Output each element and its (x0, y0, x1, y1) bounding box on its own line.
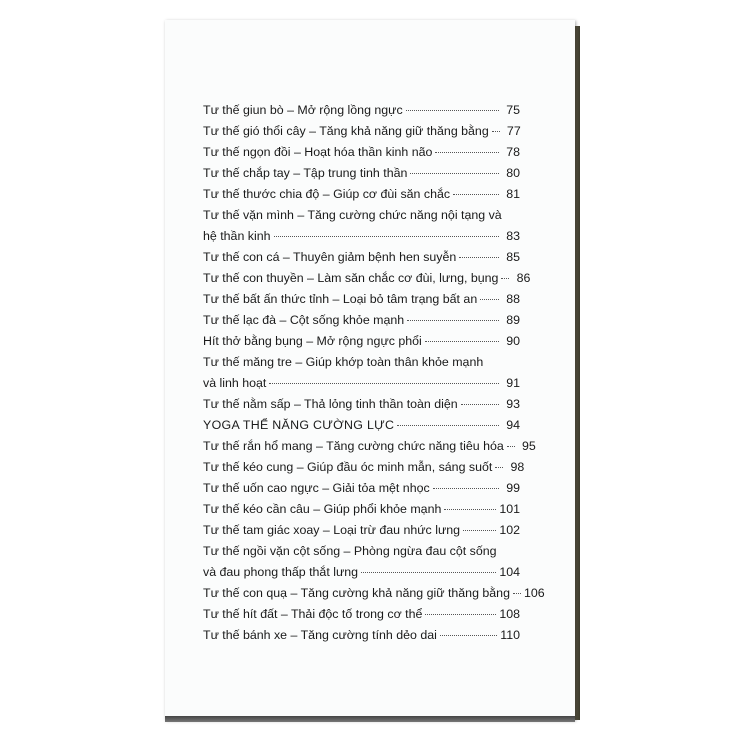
toc-page-number: 75 (506, 103, 520, 117)
toc-page-number: 90 (506, 334, 520, 348)
toc-entry-title: Tư thế bánh xe – Tăng cường tính dẻo dai (203, 628, 437, 642)
toc-entry (203, 541, 520, 583)
toc-entry (203, 583, 545, 604)
toc-entry-title: Tư thế bất ấn thức tỉnh – Loại bỏ tâm trạng bất an (203, 292, 478, 306)
dot-leader (444, 509, 496, 510)
toc-entry (203, 100, 520, 121)
toc-page-number: 77 (506, 124, 521, 138)
toc-page-number: 106 (523, 586, 545, 600)
dot-leader (459, 257, 499, 258)
toc-entry-title: Tư thế nằm sấp – Thả lỏng tinh thần toàn diện (203, 397, 458, 411)
toc-page-number: 108 (499, 607, 520, 621)
dot-leader (425, 341, 499, 342)
dot-leader (425, 614, 496, 615)
toc-entry-title: Tư thế măng tre – Giúp khớp toàn thân khỏe mạnh (203, 355, 484, 369)
toc-section-heading (203, 415, 520, 436)
toc-page-number: 86 (516, 271, 531, 285)
toc-entry (203, 499, 520, 520)
toc-page-number: 93 (506, 397, 520, 411)
toc-page-number: 102 (499, 523, 520, 537)
dot-leader (507, 446, 515, 447)
dot-leader (501, 278, 509, 279)
toc-page-number: 110 (500, 628, 520, 642)
toc-entry (203, 604, 520, 625)
dot-leader (361, 572, 496, 573)
toc-entry-title-continued: và linh hoạt (203, 376, 267, 390)
toc-entry-title: Tư thế thước chia độ – Giúp cơ đùi săn chắc (203, 187, 451, 201)
dot-leader (269, 383, 499, 384)
toc-entry-title: Tư thế kéo cung – Giúp đầu óc minh mẫn, sáng suốt (203, 460, 493, 474)
dot-leader (440, 635, 497, 636)
page-bottom-shadow (165, 716, 575, 722)
dot-leader (407, 320, 499, 321)
toc-entry (203, 121, 520, 142)
toc-entry-title: Hít thở bằng bụng – Mở rộng ngực phổi (203, 334, 422, 348)
toc-page-number: 95 (521, 439, 536, 453)
toc-entry-title: Tư thế tam giác xoay – Loại trừ đau nhức lưng (203, 523, 461, 537)
toc-entry-title: Tư thế hít đất – Thải độc tố trong cơ thể (203, 607, 423, 621)
toc-entry-title: YOGA THỂ NĂNG CƯỜNG LỰC (203, 418, 395, 432)
toc-entry (203, 184, 520, 205)
toc-page-number: 101 (499, 502, 520, 516)
toc-page-number: 85 (506, 250, 520, 264)
toc-entry-title: Tư thế con quạ – Tăng cường khả năng giữ thăng bằng (203, 586, 510, 600)
dot-leader (453, 194, 499, 195)
toc-entry-title: Tư thế con cá – Thuyên giảm bệnh hen suyễn (203, 250, 457, 264)
toc-entry-title: Tư thế ngồi vặn cột sống – Phòng ngừa đau cột sống (203, 544, 497, 558)
toc-entry (203, 205, 520, 247)
toc-page-number: 98 (510, 460, 525, 474)
toc-page-number: 91 (506, 376, 520, 390)
dot-leader (513, 593, 521, 594)
toc-page-number: 94 (506, 418, 520, 432)
toc-entry (203, 142, 520, 163)
dot-leader (463, 530, 496, 531)
dot-leader (461, 404, 499, 405)
toc-entry (203, 478, 520, 499)
dot-leader (492, 131, 500, 132)
dot-leader (274, 236, 499, 237)
toc-page-number: 89 (506, 313, 520, 327)
toc-entry (203, 310, 520, 331)
toc-entry (203, 520, 520, 541)
toc-page-number: 104 (499, 565, 520, 579)
dot-leader (406, 110, 499, 111)
toc-entry-title: Tư thế vặn mình – Tăng cường chức năng nội tạng và (203, 208, 502, 222)
toc-page-number: 88 (506, 292, 520, 306)
toc-entry-title: Tư thế ngọn đồi – Hoạt hóa thần kinh não (203, 145, 433, 159)
toc-entry (203, 394, 520, 415)
toc-entry-title: Tư thế lạc đà – Cột sống khỏe mạnh (203, 313, 405, 327)
dot-leader (433, 488, 499, 489)
toc-entry-title: Tư thế gió thổi cây – Tăng khả năng giữ thăng bằng (203, 124, 489, 138)
dot-leader (480, 299, 499, 300)
toc-entry-title: Tư thế kéo cần câu – Giúp phổi khỏe mạnh (203, 502, 442, 516)
dot-leader (410, 173, 499, 174)
toc-entry-title-continued: và đau phong thấp thắt lưng (203, 565, 359, 579)
toc-entry (203, 625, 520, 646)
toc-entry (203, 247, 520, 268)
toc-page-number: 80 (506, 166, 520, 180)
toc-entry-title-continued: hệ thần kinh (203, 229, 271, 243)
toc-entry-title: Tư thế giun bò – Mở rộng lồng ngực (203, 103, 403, 117)
toc-entry (203, 289, 520, 310)
toc-page-number: 83 (506, 229, 520, 243)
toc-entry-title: Tư thế chắp tay – Tập trung tinh thần (203, 166, 408, 180)
table-of-contents (203, 100, 545, 646)
toc-entry (203, 436, 536, 457)
toc-page-number: 81 (506, 187, 520, 201)
dot-leader (435, 152, 499, 153)
toc-entry (203, 352, 520, 394)
toc-page-number: 99 (506, 481, 520, 495)
toc-page-number: 78 (506, 145, 520, 159)
toc-entry (203, 457, 525, 478)
toc-entry (203, 163, 520, 184)
dot-leader (397, 425, 499, 426)
toc-entry-title: Tư thế uốn cao ngực – Giải tỏa mệt nhọc (203, 481, 430, 495)
toc-entry-title: Tư thế con thuyền – Làm săn chắc cơ đùi, lưng, bụng (203, 271, 499, 285)
toc-entry (203, 331, 520, 352)
dot-leader (495, 467, 503, 468)
toc-entry (203, 268, 531, 289)
toc-entry-title: Tư thế rắn hổ mang – Tăng cường chức năng tiêu hóa (203, 439, 504, 453)
